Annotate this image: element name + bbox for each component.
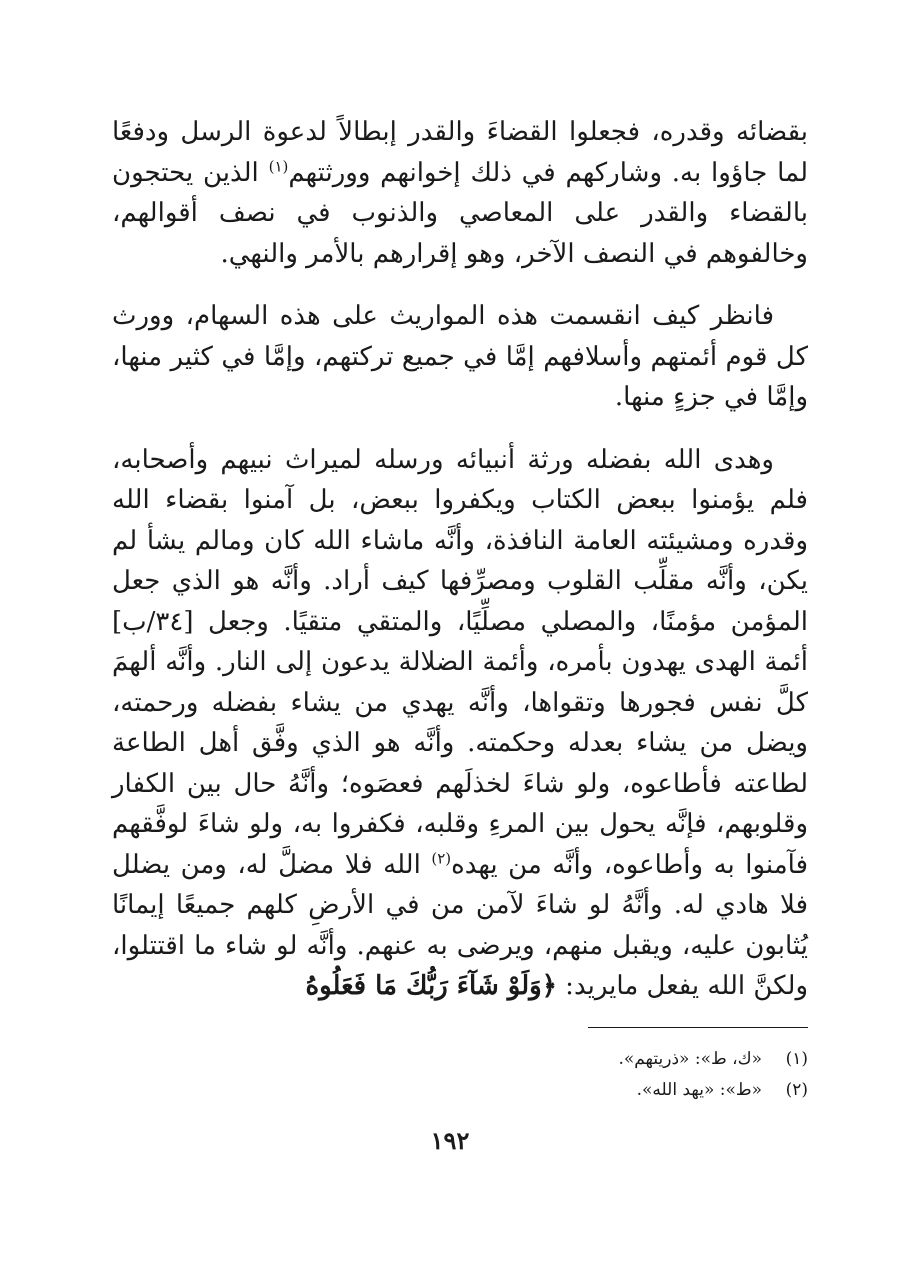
paragraph-1-part-3: الذين يحتجون بالقضاء والقدر على المعاصي والذنوب في نصف أقوالهم، وخالفوهم في النصف الآخر، وهو إقرارهم بالأمر والنهي. [112,157,808,269]
paragraph-2 [112,296,808,418]
footnote-divider [588,1027,808,1028]
body-text [112,112,808,1007]
footnote-marker-1: (١) [268,156,289,175]
footnote-2-number: (٢) [785,1080,808,1100]
paragraph-1-part-1: بقضائه وقدره، فجعلوا القضاءَ والقدر إبطالاً لدعوة الرسل ودفعًا لما جاؤوا به. وشاركهم في ذلك إخوانهم وورثتهم [112,117,808,188]
footnote-2 [208,1075,808,1106]
paragraph-1 [112,112,808,274]
paragraph-3 [112,440,808,1007]
footnote-1 [208,1044,808,1075]
paragraph-3-part-3: الله فلا مضلَّ له، ومن يضلل فلا هادي له. وأنَّهُ لو شاءَ لآمن من في الأرضِ كلهم جميعًا إيمانًا يُثابون عليه، ويقبل منهم، ويرضى به عنهم. وأنَّه لو شاء ما اقتتلوا، ولكنَّ الله يفعل مايريد: [112,849,809,1001]
page-body [112,112,808,1029]
footnote-1-text: «ك، ط»: «ذريتهم». [618,1049,762,1069]
footnote-marker-2: (٢) [431,848,452,867]
paragraph-2-part-1: فانظر كيف انقسمت هذه المواريث على هذه السهام، وورث كل قوم أئمتهم وأسلافهم إمَّا في جميع تركتهم، وإمَّا في كثير منها، وإمَّا في جزءٍ منها. [112,301,808,412]
page-number: ١٩٢ [430,1126,470,1155]
footnotes [208,1044,808,1106]
footnote-2-text: «ط»: «يهد الله». [636,1080,762,1100]
quran-verse: ﴿وَلَوْ شَآءَ رَبُّكَ مَا فَعَلُوهُ [305,971,557,1001]
footnote-1-number: (١) [785,1049,808,1069]
paragraph-3-part-1: وهدى الله بفضله ورثة أنبيائه ورسله لميراث نبيهم وأصحابه، فلم يؤمنوا ببعض الكتاب ويكفروا ببعض، بل آمنوا بقضاء الله وقدره ومشيئته العامة النافذة، وأنَّه ماشاء الله كان ومالم يشأ لم يكن، وأنَّه مقلِّب القلوب ومصرِّفها كيف أراد. وأنَّه هو الذي جعل المؤمن مؤمنًا، والمصلي مصلِّيًا، والمتقي متقيًا. وجعل [٣٤/ب] أئمة الهدى يهدون بأمره، وأئمة الضلالة يدعون إلى النار. وأنَّه ألهمَ كلَّ نفس فجورها وتقواها، وأنَّه يهدي من يشاء بفضله ورحمته، ويضل من يشاء بعدله وحكمته. وأنَّه هو الذي وفَّق أهل الطاعة لطاعته فأطاعوه، ولو شاءَ لخذلَهم فعصَوه؛ وأنَّهُ حال بين الكفار وقلوبهم، فإنَّه يحول بين المرءِ وقلبه، فكفروا به، ولو شاءَ لوفَّقهم فآمنوا به وأطاعوه، وأنَّه من يهده [112,444,809,880]
